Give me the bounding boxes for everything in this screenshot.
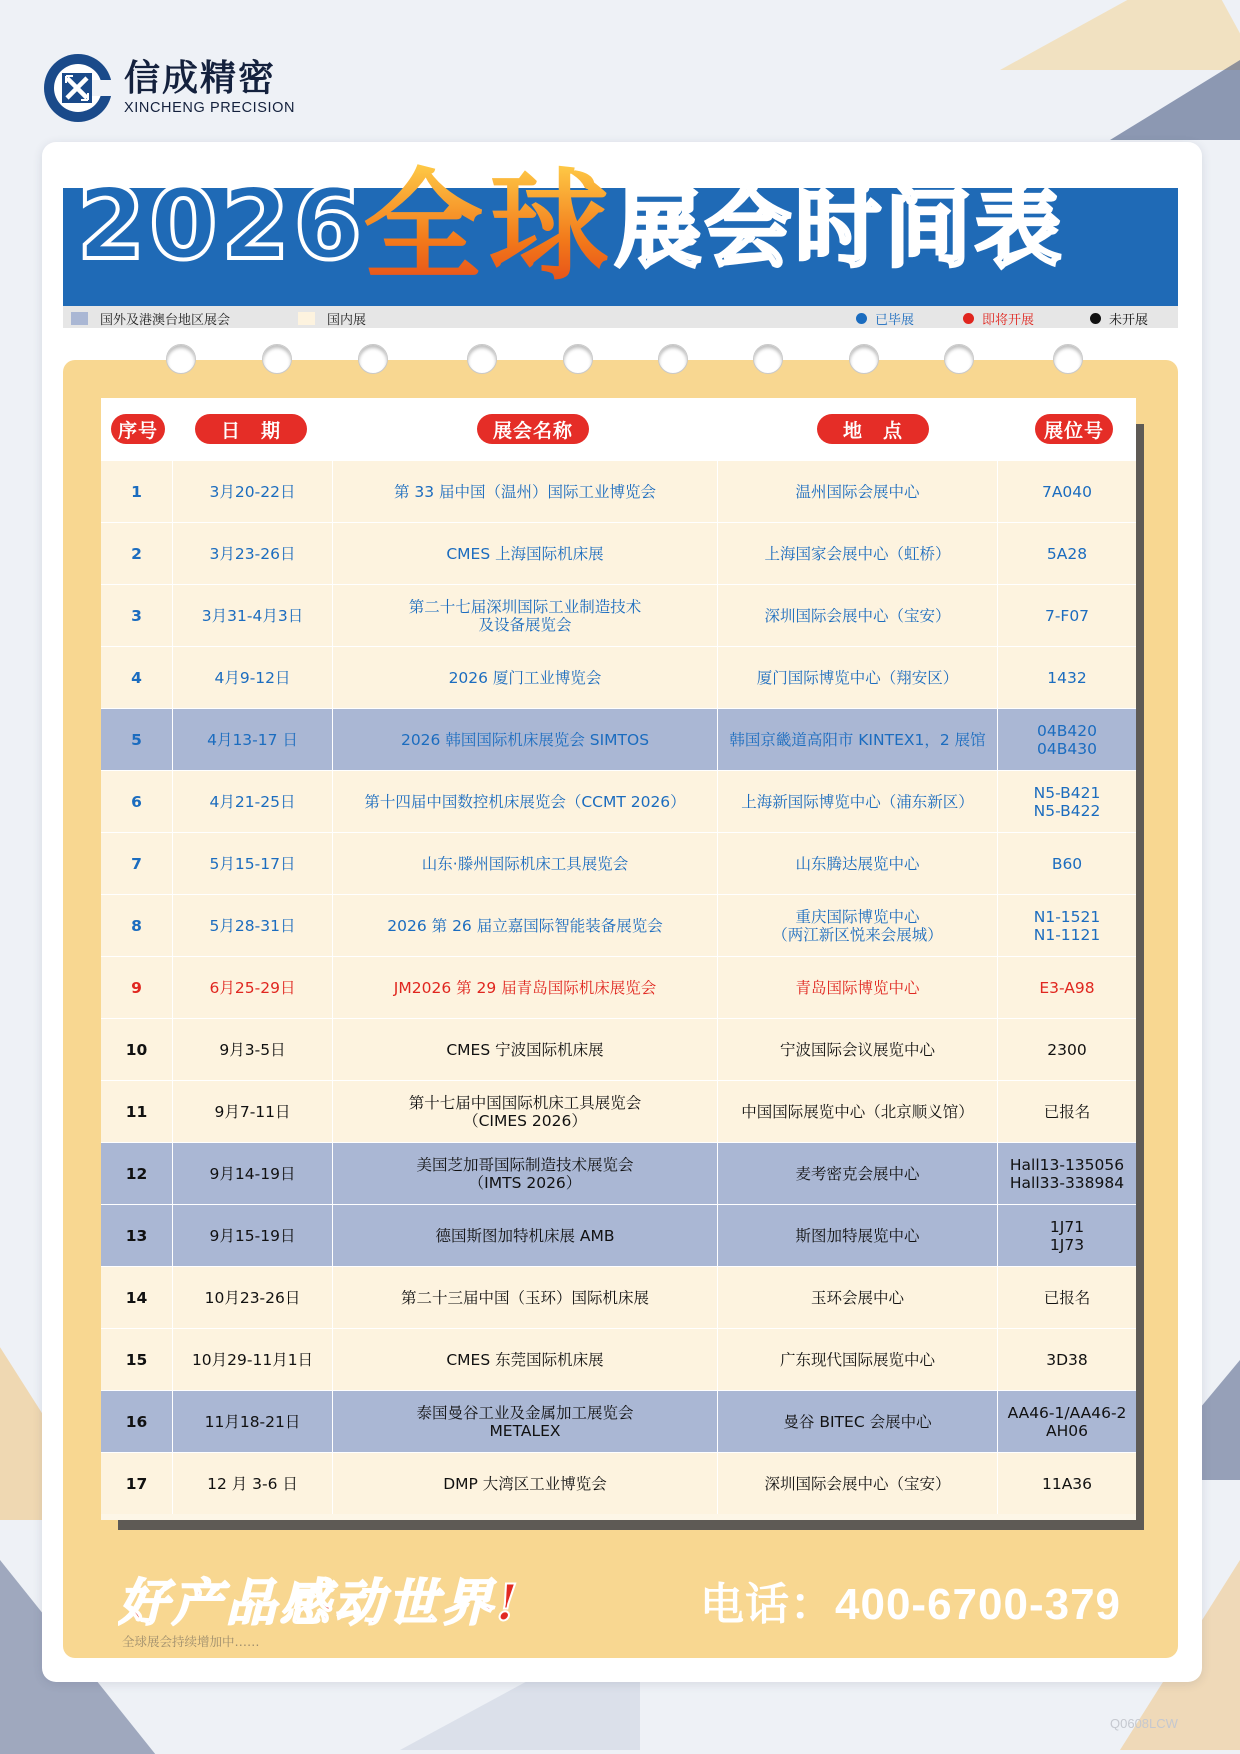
row-booth bbox=[998, 523, 1136, 584]
row-booth bbox=[998, 1205, 1136, 1266]
table-row bbox=[101, 1390, 1136, 1452]
banner-year: 2026 bbox=[77, 168, 366, 282]
row-booth bbox=[998, 1267, 1136, 1328]
row-booth-line: N5-B421 bbox=[1033, 783, 1101, 802]
row-location bbox=[718, 1143, 998, 1204]
brand-name-cn: 信成精密 bbox=[124, 58, 277, 99]
row-location bbox=[718, 647, 998, 708]
row-number: 16 bbox=[101, 1391, 173, 1452]
row-booth-line: 11A36 bbox=[1041, 1474, 1093, 1493]
row-booth-line: N1-1121 bbox=[1033, 925, 1101, 944]
row-location-line: 山东腾达展览中心 bbox=[795, 854, 920, 873]
row-exhibition-name-line: 第十四届中国数控机床展览会（CCMT 2026） bbox=[364, 792, 686, 811]
future-dot-icon bbox=[1090, 313, 1101, 324]
row-exhibition-name bbox=[333, 1453, 718, 1514]
row-exhibition-name-line: 第 33 届中国（温州）国际工业博览会 bbox=[393, 482, 657, 501]
row-booth bbox=[998, 895, 1136, 956]
row-date: 12 月 3-6 日 bbox=[173, 1453, 333, 1514]
row-exhibition-name bbox=[333, 895, 718, 956]
row-booth bbox=[998, 647, 1136, 708]
row-location-line: 重庆国际博览中心 bbox=[795, 907, 920, 926]
table-row bbox=[101, 1328, 1136, 1390]
row-location bbox=[718, 1205, 998, 1266]
row-exhibition-name bbox=[333, 647, 718, 708]
row-exhibition-name bbox=[333, 709, 718, 770]
table-row bbox=[101, 1142, 1136, 1204]
done-dot-icon bbox=[856, 313, 867, 324]
row-booth-line: 已报名 bbox=[1043, 1288, 1091, 1307]
row-booth-line: N5-B422 bbox=[1033, 801, 1101, 820]
row-date: 10月29-11月1日 bbox=[173, 1329, 333, 1390]
header-date: 日 期 bbox=[195, 414, 307, 444]
foreign-swatch-icon bbox=[71, 312, 88, 325]
row-location-line: 上海新国际博览中心（浦东新区） bbox=[741, 792, 974, 811]
row-number: 7 bbox=[101, 833, 173, 894]
table-row bbox=[101, 832, 1136, 894]
row-booth bbox=[998, 709, 1136, 770]
row-number: 12 bbox=[101, 1143, 173, 1204]
footnote: 全球展会持续增加中…… bbox=[122, 1634, 260, 1649]
xincheng-logo-icon bbox=[42, 52, 114, 124]
legend-foreign-label: 国外及港澳台地区展会 bbox=[100, 313, 231, 328]
row-exhibition-name-line: 2026 厦门工业博览会 bbox=[448, 668, 602, 687]
row-location bbox=[718, 461, 998, 522]
row-exhibition-name bbox=[333, 461, 718, 522]
row-location bbox=[718, 1019, 998, 1080]
row-exhibition-name-line: 第十七届中国国际机床工具展览会 bbox=[408, 1093, 642, 1112]
header-booth: 展位号 bbox=[1035, 414, 1113, 444]
table-row bbox=[101, 1266, 1136, 1328]
row-booth-line: 04B420 bbox=[1037, 721, 1097, 740]
row-booth-line: B60 bbox=[1051, 854, 1083, 873]
legend-soon-label: 即将开展 bbox=[982, 313, 1035, 328]
row-date: 5月15-17日 bbox=[173, 833, 333, 894]
row-exhibition-name-line: CMES 上海国际机床展 bbox=[446, 544, 604, 563]
row-booth-line: Hall33-338984 bbox=[1009, 1173, 1125, 1192]
row-location-line: 上海国家会展中心（虹桥） bbox=[764, 544, 951, 563]
binder-ring-icon bbox=[467, 344, 497, 374]
legend-future bbox=[1090, 309, 1148, 328]
row-booth-line: AA46-1/AA46-2 bbox=[1007, 1403, 1127, 1422]
row-exhibition-name-line: 泰国曼谷工业及金属加工展览会 bbox=[416, 1403, 634, 1422]
table-row bbox=[101, 770, 1136, 832]
row-exhibition-name bbox=[333, 771, 718, 832]
banner-highlight: 全球 bbox=[363, 158, 615, 297]
row-booth bbox=[998, 1143, 1136, 1204]
row-exhibition-name-line: 山东·滕州国际机床工具展览会 bbox=[421, 854, 629, 873]
row-location-line: 中国国际展览中心（北京顺义馆） bbox=[741, 1102, 974, 1121]
row-location bbox=[718, 1267, 998, 1328]
table-row bbox=[101, 894, 1136, 956]
row-booth bbox=[998, 1391, 1136, 1452]
row-exhibition-name-line: 美国芝加哥国际制造技术展览会 bbox=[416, 1155, 634, 1174]
row-location-line: 韩国京畿道高阳市 KINTEX1，2 展馆 bbox=[729, 730, 986, 749]
row-location bbox=[718, 895, 998, 956]
header-location: 地 点 bbox=[817, 414, 929, 444]
row-booth-line: E3-A98 bbox=[1039, 978, 1095, 997]
row-number: 4 bbox=[101, 647, 173, 708]
row-location-line: 曼谷 BITEC 会展中心 bbox=[783, 1412, 932, 1431]
row-number: 3 bbox=[101, 585, 173, 646]
row-date: 3月23-26日 bbox=[173, 523, 333, 584]
table-row bbox=[101, 522, 1136, 584]
binder-ring-icon bbox=[262, 344, 292, 374]
row-date: 4月13-17 日 bbox=[173, 709, 333, 770]
row-booth-line: 7-F07 bbox=[1044, 606, 1090, 625]
legend-done-label: 已毕展 bbox=[875, 313, 915, 328]
row-number: 14 bbox=[101, 1267, 173, 1328]
row-booth bbox=[998, 1329, 1136, 1390]
table-row bbox=[101, 708, 1136, 770]
row-booth-line: AH06 bbox=[1046, 1421, 1088, 1440]
row-exhibition-name bbox=[333, 1391, 718, 1452]
row-number: 8 bbox=[101, 895, 173, 956]
title-graphic bbox=[63, 148, 1178, 306]
row-number: 10 bbox=[101, 1019, 173, 1080]
row-location-line: 厦门国际博览中心（翔安区） bbox=[756, 668, 959, 687]
table-row bbox=[101, 956, 1136, 1018]
row-booth bbox=[998, 585, 1136, 646]
row-date: 9月14-19日 bbox=[173, 1143, 333, 1204]
brand-name-en: XINCHENG PRECISION bbox=[124, 100, 296, 116]
row-booth bbox=[998, 461, 1136, 522]
header-no: 序号 bbox=[111, 414, 165, 444]
row-booth-line: 2300 bbox=[1047, 1040, 1087, 1059]
header-name: 展会名称 bbox=[477, 414, 589, 444]
row-number: 2 bbox=[101, 523, 173, 584]
table-row bbox=[101, 1080, 1136, 1142]
row-location-line: 深圳国际会展中心（宝安） bbox=[764, 606, 951, 625]
row-exhibition-name-line: DMP 大湾区工业博览会 bbox=[443, 1474, 607, 1493]
row-booth bbox=[998, 1453, 1136, 1514]
table-row bbox=[101, 646, 1136, 708]
row-exhibition-name-line: 2026 韩国国际机床展览会 SIMTOS bbox=[400, 730, 650, 749]
row-exhibition-name-line: JM2026 第 29 届青岛国际机床展览会 bbox=[393, 978, 657, 997]
binder-ring-icon bbox=[753, 344, 783, 374]
table-row bbox=[101, 584, 1136, 646]
row-location-line: 深圳国际会展中心（宝安） bbox=[764, 1474, 951, 1493]
row-location bbox=[718, 709, 998, 770]
row-booth-line: 04B430 bbox=[1037, 739, 1097, 758]
row-exhibition-name bbox=[333, 1081, 718, 1142]
row-booth bbox=[998, 1081, 1136, 1142]
row-location bbox=[718, 585, 998, 646]
row-booth bbox=[998, 1019, 1136, 1080]
row-location-line: 宁波国际会议展览中心 bbox=[779, 1040, 935, 1059]
row-date: 5月28-31日 bbox=[173, 895, 333, 956]
slogan-graphic bbox=[118, 1560, 538, 1640]
row-number: 15 bbox=[101, 1329, 173, 1390]
legend-future-label: 未开展 bbox=[1109, 313, 1149, 328]
binder-ring-icon bbox=[849, 344, 879, 374]
row-exhibition-name-line: （CIMES 2026） bbox=[463, 1111, 587, 1130]
row-exhibition-name bbox=[333, 1267, 718, 1328]
row-date: 11月18-21日 bbox=[173, 1391, 333, 1452]
binder-ring-icon bbox=[358, 344, 388, 374]
row-exhibition-name-line: 及设备展览会 bbox=[478, 615, 572, 634]
row-date: 4月9-12日 bbox=[173, 647, 333, 708]
row-exhibition-name bbox=[333, 957, 718, 1018]
soon-dot-icon bbox=[963, 313, 974, 324]
row-booth-line: 1J71 bbox=[1049, 1217, 1085, 1236]
row-booth-line: Hall13-135056 bbox=[1009, 1155, 1125, 1174]
row-location-line: （两江新区悦来会展城） bbox=[772, 925, 943, 944]
row-location bbox=[718, 771, 998, 832]
row-location bbox=[718, 1329, 998, 1390]
row-exhibition-name-line: 第二十七届深圳国际工业制造技术 bbox=[408, 597, 642, 616]
row-booth bbox=[998, 833, 1136, 894]
schedule-table bbox=[101, 398, 1136, 1520]
row-number: 11 bbox=[101, 1081, 173, 1142]
row-exhibition-name-line: METALEX bbox=[489, 1421, 561, 1440]
row-location bbox=[718, 1453, 998, 1514]
row-exhibition-name-line: 第二十三届中国（玉环）国际机床展 bbox=[400, 1288, 649, 1307]
table-header bbox=[101, 398, 1136, 460]
row-date: 10月23-26日 bbox=[173, 1267, 333, 1328]
title-banner bbox=[63, 158, 1178, 306]
legend-domestic-label: 国内展 bbox=[327, 313, 367, 328]
table-row bbox=[101, 460, 1136, 522]
row-date: 9月3-5日 bbox=[173, 1019, 333, 1080]
slogan: 好产品感动世界! bbox=[118, 1573, 522, 1632]
row-location bbox=[718, 833, 998, 894]
binder-ring-icon bbox=[944, 344, 974, 374]
row-location bbox=[718, 957, 998, 1018]
row-date: 9月7-11日 bbox=[173, 1081, 333, 1142]
legend-done bbox=[856, 309, 914, 328]
binder-ring-icon bbox=[166, 344, 196, 374]
row-date: 3月20-22日 bbox=[173, 461, 333, 522]
table-row bbox=[101, 1018, 1136, 1080]
phone-number: 电话：400-6700-379 bbox=[700, 1580, 1122, 1629]
row-exhibition-name bbox=[333, 523, 718, 584]
row-booth-line: N1-1521 bbox=[1033, 907, 1101, 926]
row-location-line: 广东现代国际展览中心 bbox=[779, 1350, 935, 1369]
row-booth-line: 1432 bbox=[1047, 668, 1087, 687]
row-exhibition-name-line: 德国斯图加特机床展 AMB bbox=[435, 1226, 615, 1245]
row-number: 17 bbox=[101, 1453, 173, 1514]
row-booth-line: 5A28 bbox=[1046, 544, 1088, 563]
row-location bbox=[718, 1081, 998, 1142]
row-exhibition-name bbox=[333, 1019, 718, 1080]
binder-ring-icon bbox=[563, 344, 593, 374]
row-exhibition-name-line: 2026 第 26 届立嘉国际智能装备展览会 bbox=[387, 916, 663, 935]
legend-bar bbox=[63, 306, 1178, 328]
legend-foreign bbox=[71, 309, 230, 328]
row-exhibition-name bbox=[333, 1205, 718, 1266]
image-code: Q0608LCW bbox=[1110, 1716, 1178, 1731]
legend-domestic bbox=[298, 309, 366, 328]
row-location bbox=[718, 523, 998, 584]
binder-ring-icon bbox=[1053, 344, 1083, 374]
row-date: 3月31-4月3日 bbox=[173, 585, 333, 646]
row-booth-line: 已报名 bbox=[1043, 1102, 1091, 1121]
brand-logo bbox=[42, 52, 295, 124]
row-exhibition-name bbox=[333, 833, 718, 894]
row-location-line: 麦考密克会展中心 bbox=[795, 1164, 920, 1183]
row-date: 6月25-29日 bbox=[173, 957, 333, 1018]
row-exhibition-name-line: CMES 宁波国际机床展 bbox=[446, 1040, 604, 1059]
row-number: 6 bbox=[101, 771, 173, 832]
banner-title: 展会时间表 bbox=[615, 179, 1065, 279]
row-booth-line: 7A040 bbox=[1041, 482, 1093, 501]
row-exhibition-name bbox=[333, 1329, 718, 1390]
row-location-line: 斯图加特展览中心 bbox=[795, 1226, 920, 1245]
row-exhibition-name bbox=[333, 1143, 718, 1204]
row-date: 9月15-19日 bbox=[173, 1205, 333, 1266]
row-date: 4月21-25日 bbox=[173, 771, 333, 832]
row-booth-line: 3D38 bbox=[1046, 1350, 1088, 1369]
row-exhibition-name-line: CMES 东莞国际机床展 bbox=[446, 1350, 604, 1369]
domestic-swatch-icon bbox=[298, 312, 315, 325]
row-number: 13 bbox=[101, 1205, 173, 1266]
row-exhibition-name-line: （IMTS 2026） bbox=[468, 1173, 582, 1192]
row-location-line: 玉环会展中心 bbox=[810, 1288, 904, 1307]
row-number: 9 bbox=[101, 957, 173, 1018]
row-location bbox=[718, 1391, 998, 1452]
table-row bbox=[101, 1204, 1136, 1266]
legend-soon bbox=[963, 309, 1034, 328]
row-number: 1 bbox=[101, 461, 173, 522]
row-location-line: 青岛国际博览中心 bbox=[795, 978, 920, 997]
row-number: 5 bbox=[101, 709, 173, 770]
row-location-line: 温州国际会展中心 bbox=[795, 482, 920, 501]
row-booth bbox=[998, 771, 1136, 832]
binder-ring-icon bbox=[658, 344, 688, 374]
row-exhibition-name bbox=[333, 585, 718, 646]
table-row bbox=[101, 1452, 1136, 1514]
row-booth-line: 1J73 bbox=[1049, 1235, 1085, 1254]
row-booth bbox=[998, 957, 1136, 1018]
